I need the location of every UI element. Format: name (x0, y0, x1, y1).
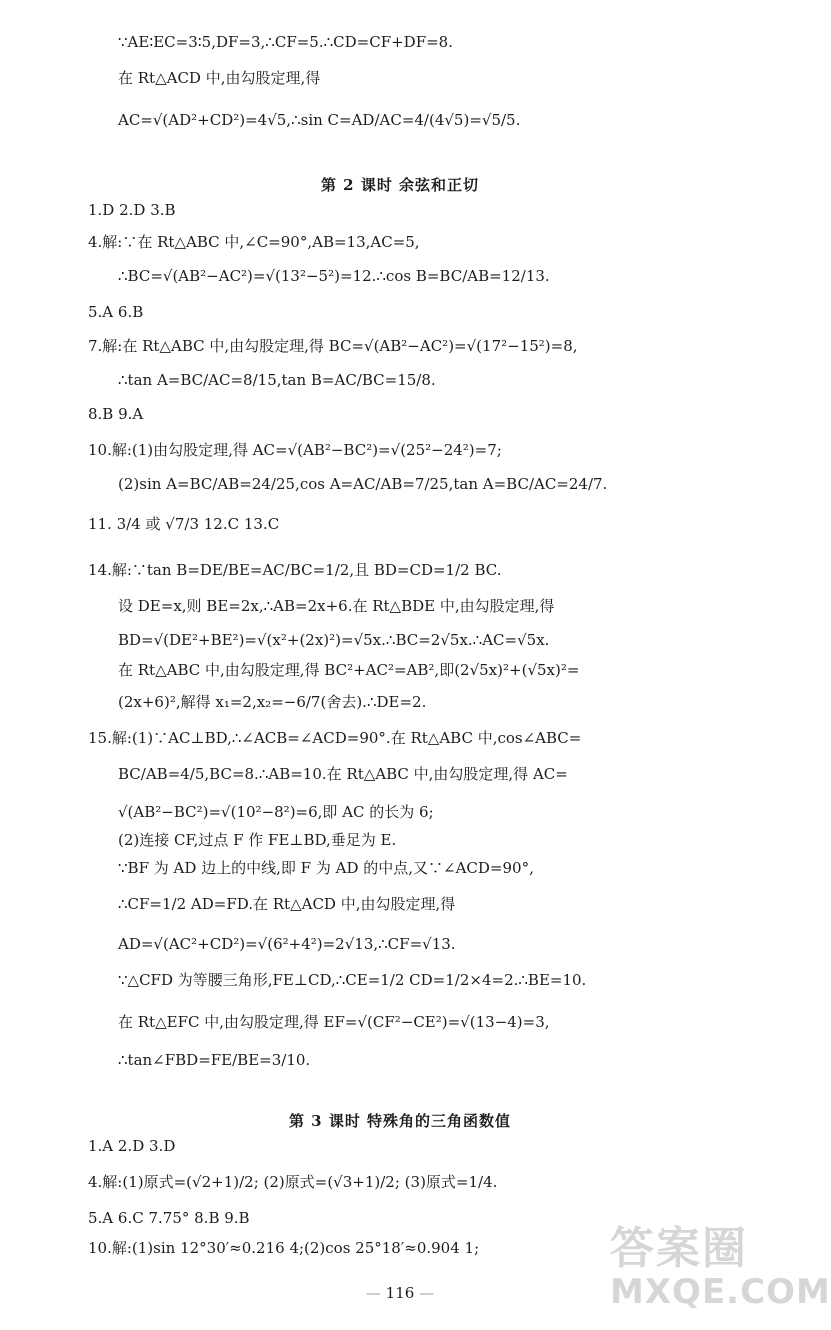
answer-line: 14.解:∵tan B=DE/BE=AC/BC=1/2,且 BD=CD=1/2 BC. (88, 561, 502, 579)
answer-line: ∵AE∶EC=3∶5,DF=3,∴CF=5.∴CD=CF+DF=8. (118, 33, 453, 51)
answer-line: 10.解:(1)由勾股定理,得 AC=√(AB²−BC²)=√(25²−24²)=7; (88, 441, 502, 459)
answer-line: (2x+6)²,解得 x₁=2,x₂=−6/7(舍去).∴DE=2. (118, 693, 427, 711)
answer-line: √(AB²−BC²)=√(10²−8²)=6,即 AC 的长为 6; (118, 803, 434, 821)
answer-line: 4.解:(1)原式=(√2+1)/2; (2)原式=(√3+1)/2; (3)原式=1/4. (88, 1173, 498, 1191)
section-heading: 第 3 课时 特殊角的三角函数值 (288, 1112, 512, 1130)
answer-line: ∵△CFD 为等腰三角形,FE⊥CD,∴CE=1/2 CD=1/2×4=2.∴BE=10. (118, 971, 587, 989)
answer-line: 11. 3/4 或 √7/3 12.C 13.C (88, 515, 280, 533)
answer-line: ∴CF=1/2 AD=FD.在 Rt△ACD 中,由勾股定理,得 (118, 895, 456, 913)
answer-line: 15.解:(1)∵AC⊥BD,∴∠ACB=∠ACD=90°.在 Rt△ABC 中,cos∠ABC= (88, 729, 582, 747)
answer-line: AC=√(AD²+CD²)=4√5,∴sin C=AD/AC=4/(4√5)=√5/5. (118, 111, 521, 129)
watermark-domain: MXQE.COM (610, 1272, 831, 1312)
section-heading: 第 2 课时 余弦和正切 (320, 176, 480, 194)
answer-line: ∴tan∠FBD=FE/BE=3/10. (118, 1051, 311, 1069)
answer-line: BD=√(DE²+BE²)=√(x²+(2x)²)=√5x.∴BC=2√5x.∴AC=√5x. (118, 631, 550, 649)
watermark-text: 答案圈 (610, 1223, 748, 1274)
answer-line: (2)连接 CF,过点 F 作 FE⊥BD,垂足为 E. (118, 831, 397, 849)
page-number-value: 116 (385, 1284, 415, 1302)
answer-line: 1.D 2.D 3.B (88, 201, 176, 219)
answer-line: 10.解:(1)sin 12°30′≈0.216 4;(2)cos 25°18′≈0.904 1; (88, 1239, 480, 1257)
answer-line: ∴tan A=BC/AC=8/15,tan B=AC/BC=15/8. (118, 371, 436, 389)
answer-line: ∴BC=√(AB²−AC²)=√(13²−5²)=12.∴cos B=BC/AB=12/13. (118, 267, 550, 285)
answer-line: 4.解:∵在 Rt△ABC 中,∠C=90°,AB=13,AC=5, (88, 233, 420, 251)
answer-line: 1.A 2.D 3.D (88, 1137, 176, 1155)
answer-line: ∵BF 为 AD 边上的中线,即 F 为 AD 的中点,又∵∠ACD=90°, (118, 859, 534, 877)
answer-line: 7.解:在 Rt△ABC 中,由勾股定理,得 BC=√(AB²−AC²)=√(17²−15²)=8, (88, 337, 578, 355)
answer-line: 8.B 9.A (88, 405, 144, 423)
answer-line: 5.A 6.B (88, 303, 144, 321)
answer-line: 在 Rt△EFC 中,由勾股定理,得 EF=√(CF²−CE²)=√(13−4)=3, (118, 1013, 550, 1031)
answer-line: 在 Rt△ABC 中,由勾股定理,得 BC²+AC²=AB²,即(2√5x)²+(√5x)²= (118, 661, 580, 679)
answer-line: 在 Rt△ACD 中,由勾股定理,得 (118, 69, 321, 87)
answer-line: AD=√(AC²+CD²)=√(6²+4²)=2√13,∴CF=√13. (118, 935, 456, 953)
watermark-logo (600, 1212, 831, 1324)
answer-line: BC/AB=4/5,BC=8.∴AB=10.在 Rt△ABC 中,由勾股定理,得 AC= (118, 765, 568, 783)
answer-line: 设 DE=x,则 BE=2x,∴AB=2x+6.在 Rt△BDE 中,由勾股定理,得 (118, 597, 555, 615)
answer-line: 5.A 6.C 7.75° 8.B 9.B (88, 1209, 250, 1227)
answer-line: (2)sin A=BC/AB=24/25,cos A=AC/AB=7/25,tan A=BC/AC=24/7. (118, 475, 608, 493)
page-number: — 116 — (365, 1284, 435, 1302)
